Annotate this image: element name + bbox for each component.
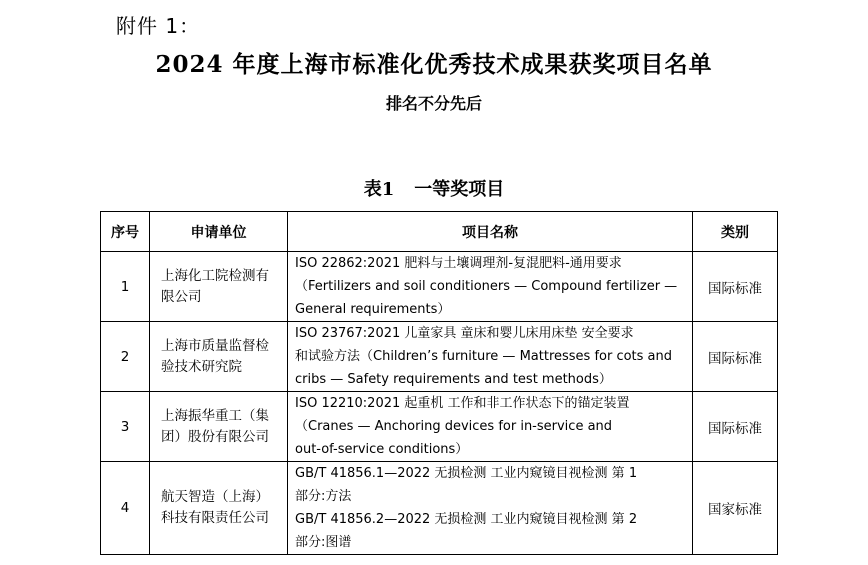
project-name-line: ISO 12210:2021 起重机 工作和非工作状态下的锚定装置 <box>295 396 630 411</box>
table-caption <box>0 175 868 201</box>
row-unit: 上海化工院检测有限公司 <box>150 252 288 322</box>
attachment-label: 附件 1： <box>116 14 201 38</box>
project-name-line: 和试验方法（Children’s furniture — Mattresses for cots and <box>295 349 673 364</box>
table-row <box>101 322 778 392</box>
project-name-line: ISO 22862:2021 肥料与土壤调理剂-复混肥料-通用要求 <box>295 256 622 271</box>
document-title: 2024 年度上海市标准化优秀技术成果获奖项目名单 <box>155 51 713 78</box>
row-type: 国际标准 <box>693 392 778 462</box>
table-caption-name: 一等奖项目 <box>414 179 505 200</box>
project-name-line: GB/T 41856.1—2022 无损检测 工业内窥镜目视检测 第 1 <box>295 466 638 481</box>
row-unit: 上海振华重工（集团）股份有限公司 <box>150 392 288 462</box>
row-project-name <box>288 252 693 322</box>
row-unit: 上海市质量监督检验技术研究院 <box>150 322 288 392</box>
row-seq: 3 <box>101 392 150 462</box>
row-project-name <box>288 322 693 392</box>
column-header-type: 类别 <box>693 212 778 252</box>
row-seq: 2 <box>101 322 150 392</box>
row-type: 国际标准 <box>693 252 778 322</box>
project-name-line: out-of-service conditions） <box>295 442 469 457</box>
project-name-line: cribs — Safety requirements and test methods） <box>295 372 612 387</box>
column-header-unit: 申请单位 <box>150 212 288 252</box>
row-project-name <box>288 392 693 462</box>
project-name-line: General requirements） <box>295 302 451 317</box>
row-type: 国际标准 <box>693 322 778 392</box>
row-seq: 4 <box>101 462 150 555</box>
table-header-row <box>101 212 778 252</box>
table-caption-number: 表1 <box>363 179 395 200</box>
table-row <box>101 392 778 462</box>
project-name-line: ISO 23767:2021 儿童家具 童床和婴儿床用床垫 安全要求 <box>295 326 634 341</box>
row-unit: 航天智造（上海）科技有限责任公司 <box>150 462 288 555</box>
project-name-line: 部分:方法 <box>295 489 352 504</box>
project-name-line: GB/T 41856.2—2022 无损检测 工业内窥镜目视检测 第 2 <box>295 512 638 527</box>
column-header-seq: 序号 <box>101 212 150 252</box>
award-table <box>100 211 778 555</box>
project-name-line: （Fertilizers and soil conditioners — Compound fertilizer — <box>295 279 678 294</box>
project-name-line: 部分:图谱 <box>295 535 352 550</box>
row-project-name <box>288 462 693 555</box>
column-header-name: 项目名称 <box>288 212 693 252</box>
table-row <box>101 252 778 322</box>
document-subtitle: 排名不分先后 <box>385 94 482 113</box>
row-seq: 1 <box>101 252 150 322</box>
row-type: 国家标准 <box>693 462 778 555</box>
table-row <box>101 462 778 555</box>
project-name-line: （Cranes — Anchoring devices for in-service and <box>295 419 613 434</box>
